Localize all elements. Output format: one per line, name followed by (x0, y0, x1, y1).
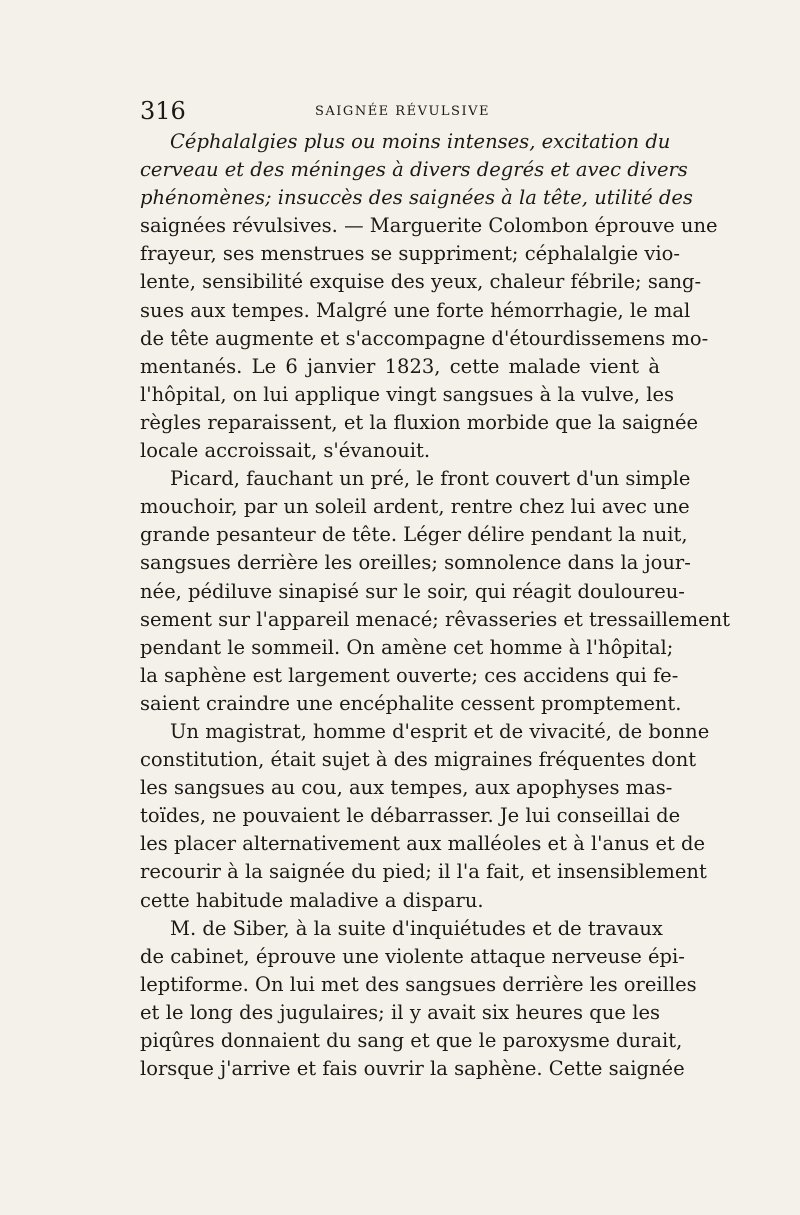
text-line: sues aux tempes. Malgré une forte hémorrhagie, le mal (140, 298, 691, 322)
text-line: leptiforme. On lui met des sangsues derrière les oreilles (140, 972, 697, 996)
running-head: SAIGNÉE RÉVULSIVE (315, 104, 490, 119)
text-line: l'hôpital, on lui applique vingt sangsues à la vulve, les (140, 382, 675, 406)
text-line: Céphalalgies plus ou moins intenses, excitation du (170, 130, 671, 153)
page-number: 316 (140, 97, 186, 125)
text-line: de cabinet, éprouve une violente attaque nerveuse épi- (140, 944, 685, 968)
text-line: M. de Siber, à la suite d'inquiétudes et de travaux (170, 916, 663, 940)
text-line: cerveau et des méninges à divers degrés et avec divers (140, 158, 688, 182)
text-line: sangsues derrière les oreilles; somnolence dans la jour- (140, 551, 691, 575)
text-line: phénomènes; insuccès des saignées à la tête, utilité des (140, 186, 693, 210)
text-line: constitution, était sujet à des migraines fréquentes dont (140, 748, 697, 772)
text-line: saignées révulsives. — Marguerite Colombon éprouve une (140, 214, 718, 238)
text-line: sement sur l'appareil menacé; rêvasseries et tressaillement (140, 607, 730, 631)
text-line: règles reparaissent, et la fluxion morbide que la saignée (140, 410, 699, 434)
text-line: locale accroissait, s'évanouit. (140, 439, 431, 463)
text-line: mouchoir, par un soleil ardent, rentre chez lui avec une (140, 495, 690, 519)
text-line: la saphène est largement ouverte; ces accidens qui fe- (140, 663, 679, 687)
text-line: piqûres donnaient du sang et que le paroxysme durait, (140, 1029, 683, 1052)
text-line: grande pesanteur de tête. Léger délire pendant la nuit, (140, 523, 688, 547)
text-line: Picard, fauchant un pré, le front couvert d'un simple (170, 467, 691, 491)
text-line: recourir à la saignée du pied; il l'a fait, et insensiblement (140, 860, 707, 884)
body-text (140, 128, 730, 1083)
text-line: lente, sensibilité exquise des yeux, chaleur fébrile; sang- (140, 270, 702, 294)
text-line: lorsque j'arrive et fais ouvrir la saphène. Cette saignée (140, 1057, 685, 1081)
page-header (140, 96, 660, 126)
text-line: Un magistrat, homme d'esprit et de vivacité, de bonne (170, 719, 710, 743)
text-line: toïdes, ne pouvaient le débarrasser. Je lui conseillai de (140, 804, 681, 828)
text-line: saient craindre une encéphalite cessent promptement. (140, 691, 682, 715)
text-line: mentanés. Le 6 janvier 1823, cette malade vient à (140, 354, 660, 378)
text-line: les sangsues au cou, aux tempes, aux apophyses mas- (140, 776, 673, 800)
text-line: et le long des jugulaires; il y avait six heures que les (140, 1000, 660, 1024)
text-line: les placer alternativement aux malléoles et à l'anus et de (140, 832, 706, 856)
text-line: pendant le sommeil. On amène cet homme à l'hôpital; (140, 635, 674, 659)
text-line: née, pédiluve sinapisé sur le soir, qui réagit douloureu- (140, 579, 685, 603)
text-line: frayeur, ses menstrues se suppriment; céphalalgie vio- (140, 242, 680, 266)
text-line: de tête augmente et s'accompagne d'étourdissemens mo- (140, 326, 709, 350)
text-line: cette habitude maladive a disparu. (140, 888, 484, 912)
